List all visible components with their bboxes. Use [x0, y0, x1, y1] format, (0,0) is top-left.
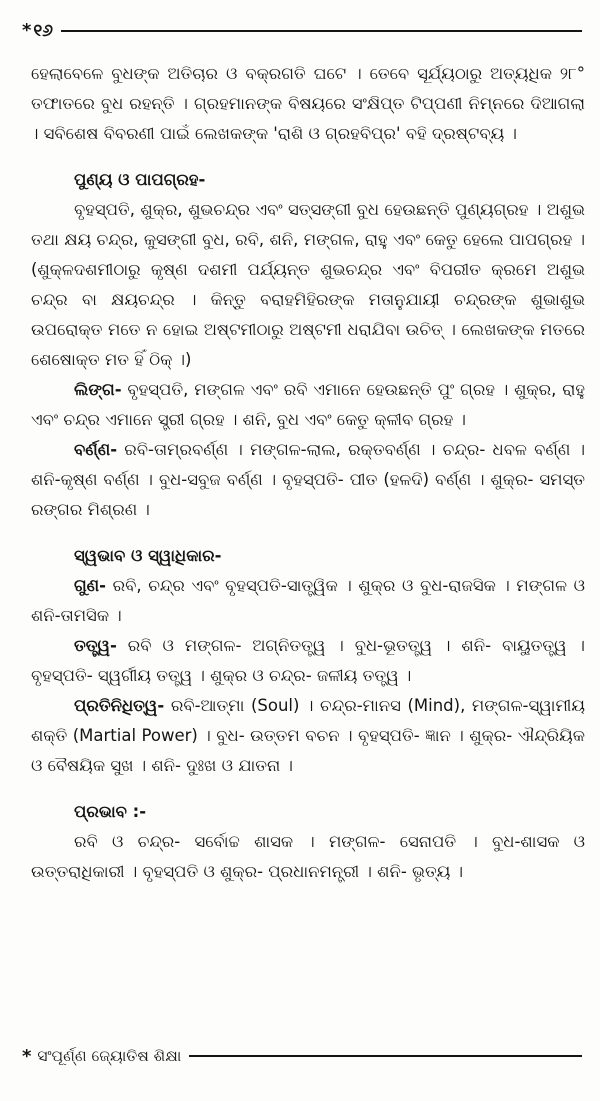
linga-text: ବୃହସ୍ପତି, ମଙ୍ଗଳ ଏବଂ ରବି ଏମାନେ ହେଉଛନ୍ତି ପୁଂ ଗ୍ରହ । ଶୁକ୍ର, ରାହୁ ଏବଂ ଚନ୍ଦ୍ର ଏମାନେ ସ୍ତ୍ରୀ ଗ୍ରହ । ଶନି, ବୁଧ ଏବଂ କେତୁ କ୍ଳୀବ ଗ୍ରହ । — [31, 380, 585, 429]
section-gap — [31, 525, 585, 541]
tattva-label: ତତ୍ତ୍ୱ- — [74, 636, 117, 655]
tattva-text: ରବି ଓ ମଙ୍ଗଳ- ଅଗ୍ନିତତ୍ତ୍ୱ । ବୁଧ-ଭୂତତ୍ତ୍ୱ । ଶନି- ବାୟୁତତ୍ତ୍ୱ । ବୃହସ୍ପତି- ସ୍ୱର୍ଗୀୟ ତତ୍ତ୍ୱ । ଶୁକ୍ର ଓ ଚନ୍ଦ୍ର- ଜଳୀୟ ତତ୍ତ୍ୱ । — [31, 636, 585, 685]
guna-label: ଗୁଣ- — [74, 576, 106, 595]
intro-paragraph: ହେଲାବେଳେ ବୁଧଙ୍କ ଅତିଚାର ଓ ବକ୍ରଗତି ଘଟେ । ତେବେ ସୂର୍ଯ୍ୟଠାରୁ ଅତ୍ୟଧିକ ୨୮° ତଫାତରେ ବୁଧ ରହନ୍ତି । ଗ୍ରହମାନଙ୍କ ବିଷୟରେ ସଂକ୍ଷିପ୍ତ ଟିପ୍ପଣୀ ନିମ୍ନରେ ଦିଆଗଲା । ସବିଶେଷ ବିବରଣୀ ପାଇଁ ଲେଖକଙ୍କ 'ରାଶି ଓ ଗ୍ରହବିପ୍ର' ବହି ଦ୍ରଷ୍ଟବ୍ୟ । — [31, 64, 585, 143]
varna-text: ରବି-ତାମ୍ରବର୍ଣ୍ଣ । ମଙ୍ଗଳ-ଲାଲ, ରକ୍ତବର୍ଣ୍ଣ । ଚନ୍ଦ୍ର- ଧବଳ ବର୍ଣ୍ଣ । ଶନି-କୃଷ୍ଣ ବର୍ଣ୍ଣ । ବୁଧ-ସବୁଜ ବର୍ଣ୍ଣ । ବୃହସ୍ପତି- ପୀତ (ହଳଦି) ବର୍ଣ୍ଣ । ଶୁକ୍ର- ସମସ୍ତ ରଙ୍ଗର ମିଶ୍ରଣ । — [31, 440, 585, 519]
page-footer — [22, 1043, 582, 1069]
header-star: * — [22, 20, 32, 41]
heading-punya-papa-graha: ପୁଣ୍ୟ ଓ ପାପଗ୍ରହ- — [74, 170, 206, 189]
pratinidhitva-paragraph — [31, 691, 585, 781]
page-body — [31, 59, 585, 887]
varna-paragraph — [31, 435, 585, 525]
linga-label: ଲିଙ୍ଗ- — [74, 380, 122, 399]
footer-rule — [189, 1055, 582, 1057]
pratinidhitva-label: ପ୍ରତିନିଧିତ୍ୱ- — [74, 696, 165, 715]
prabhava-paragraph: ରବି ଓ ଚନ୍ଦ୍ର- ସର୍ବୋଚ୍ଚ ଶାସକ । ମଙ୍ଗଳ- ସେନାପତି । ବୁଧ-ଶାସକ ଓ ଉତ୍ତରାଧିକାରୀ । ବୃହସ୍ପତି ଓ ଶୁକ୍ର- ପ୍ରଧାନମନ୍ତ୍ରୀ । ଶନି- ଭୃତ୍ୟ । — [31, 832, 585, 881]
linga-paragraph — [31, 375, 585, 435]
footer-star: * — [22, 1045, 32, 1067]
guna-paragraph — [31, 571, 585, 631]
pratinidhitva-text: ରବି-ଆତ୍ମା (Soul) । ଚନ୍ଦ୍ର-ମାନସ (Mind), ମଙ୍ଗଳ-ସ୍ୱାମୀୟ ଶକ୍ତି (Martial Power) । ବୁଧ- ଉତ୍ତମ ବଚନ । ବୃହସ୍ପତି- ଜ୍ଞାନ । ଶୁକ୍ର- ଐନ୍ଦ୍ରିୟିକ ଓ ବୈଷୟିକ ସୁଖ । ଶନି- ଦୁଃଖ ଓ ଯାତନା । — [31, 696, 585, 775]
punya-papa-paragraph: ବୃହସ୍ପତି, ଶୁକ୍ର, ଶୁଭଚନ୍ଦ୍ର ଏବଂ ସତ୍ସଙ୍ଗୀ ବୁଧ ହେଉଛନ୍ତି ପୁଣ୍ୟଗ୍ରହ । ଅଶୁଭ ତଥା କ୍ଷୟ ଚନ୍ଦ୍ର, କୁସଙ୍ଗୀ ବୁଧ, ରବି, ଶନି, ମଙ୍ଗଳ, ରାହୁ ଏବଂ କେତୁ ହେଲେ ପାପଗ୍ରହ । (ଶୁକ୍ଳଦଶମୀଠାରୁ କୃଷ୍ଣ ଦଶମୀ ପର୍ଯ୍ୟନ୍ତ ଶୁଭଚନ୍ଦ୍ର ଏବଂ ବିପରୀତ କ୍ରମେ ଅଶୁଭ ଚନ୍ଦ୍ର ବା କ୍ଷୟଚନ୍ଦ୍ର । କିନ୍ତୁ ବରାହମିହିରଙ୍କ ମତାନୁଯାୟୀ ଚନ୍ଦ୍ରଙ୍କ ଶୁଭାଶୁଭ ଉପରୋକ୍ତ ମତେ ନ ହୋଇ ଅଷ୍ଟମୀଠାରୁ ଅଷ୍ଟମୀ ଧରାଯିବା ଉଚିତ୍ । ଲେଖକଙ୍କ ମତରେ ଶେଷୋକ୍ତ ମତ ହିଁ ଠିକ୍ ।) — [31, 200, 585, 369]
heading-prabhava: ପ୍ରଭାବ :- — [74, 802, 147, 821]
book-title: ସଂପୂର୍ଣ୍ଣ ଜ୍ୟୋତିଷ ଶିକ୍ଷା — [37, 1046, 182, 1065]
guna-text: ରବି, ଚନ୍ଦ୍ର ଏବଂ ବୃହସ୍ପତି-ସାତ୍ତ୍ୱିକ । ଶୁକ୍ର ଓ ବୁଧ-ରାଜସିକ । ମଙ୍ଗଳ ଓ ଶନି-ତାମସିକ । — [31, 576, 585, 625]
page-header — [22, 18, 582, 44]
header-rule — [61, 30, 582, 32]
heading-svabhava: ସ୍ୱଭାବ ଓ ସ୍ୱାଧିକାର- — [74, 546, 222, 565]
page-number: ୧୬ — [33, 20, 53, 41]
tattva-paragraph — [31, 631, 585, 691]
varna-label: ବର୍ଣ୍ଣ- — [74, 440, 118, 459]
section-gap — [31, 781, 585, 797]
section-gap — [31, 149, 585, 165]
